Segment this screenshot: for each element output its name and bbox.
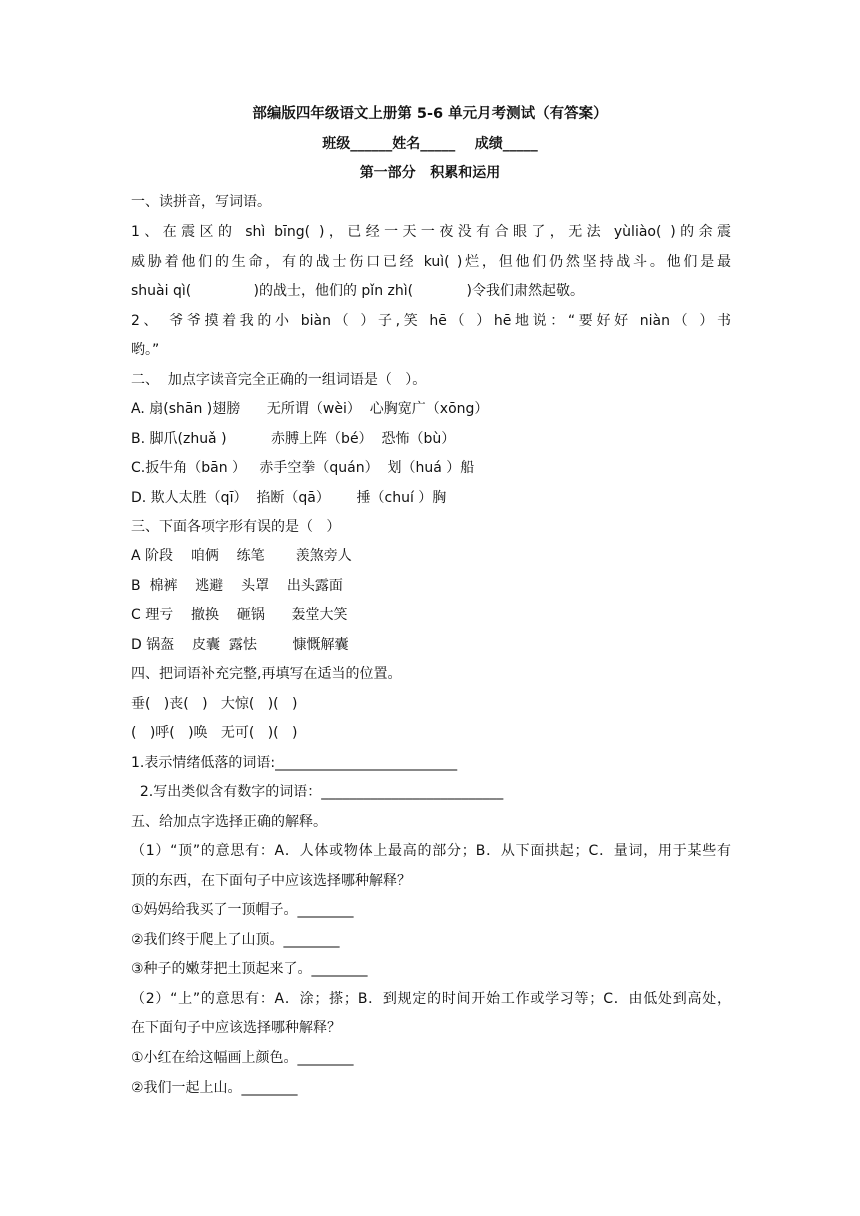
q4-line-4: 2.写出类似含有数字的词语：__________________________ bbox=[131, 784, 504, 800]
q3-option-a: A 阶段 咱俩 练笔 羡煞旁人 bbox=[131, 548, 352, 564]
document-title: 部编版四年级语文上册第 5-6 单元月考测试（有答案） bbox=[252, 106, 608, 122]
student-info-line: 班级______姓名_____ 成绩_____ bbox=[322, 136, 538, 152]
q1-heading: 一、读拼音，写词语。 bbox=[131, 194, 271, 210]
q5-part2-item-2: ②我们一起上山。________ bbox=[131, 1080, 298, 1096]
q3-heading: 三、下面各项字形有误的是（ ） bbox=[131, 519, 341, 535]
section-title: 第一部分 积累和运用 bbox=[359, 165, 501, 181]
q1-line-3: shuài qì( )的战士，他们的 pǐn zhì( )令我们肃然起敬。 bbox=[131, 283, 584, 299]
q5-heading: 五、给加点字选择正确的解释。 bbox=[131, 814, 327, 830]
q5-part1-line-2: 顶的东西，在下面句子中应该选择哪种解释？ bbox=[131, 873, 411, 889]
q2-option-a: A. 扇(shān )翅膀 无所谓（wèi） 心胸宽广（xōng） bbox=[131, 401, 489, 417]
q5-part1-item-2: ②我们终于爬上了山顶。________ bbox=[131, 932, 340, 948]
q5-part1-line-1: （1）“顶”的意思有：A．人体或物体上最高的部分；B．从下面拱起；C．量词，用于某些有 bbox=[131, 843, 731, 859]
q5-part2-line-1: （2）“上”的意思有：A．涂；搽；B．到规定的时间开始工作或学习等；C．由低处到高处， bbox=[131, 991, 731, 1007]
q5-part2-item-1: ①小红在给这幅画上颜色。________ bbox=[131, 1050, 354, 1066]
q2-option-d: D. 欺人太胜（qī） 掐断（qā） 捶（chuí ）胸 bbox=[131, 490, 447, 506]
q4-line-3: 1.表示情绪低落的词语:__________________________ bbox=[131, 755, 458, 771]
q5-part2-line-2: 在下面句子中应该选择哪种解释？ bbox=[131, 1020, 341, 1036]
q1-line-1: 1、在震区的 shì bīng( )，已经一天一夜没有合眼了，无法 yùliào( )的余震 bbox=[131, 224, 731, 240]
q2-heading: 二、 加点字读音完全正确的一组词语是（ ）。 bbox=[131, 372, 427, 388]
q4-line-1: 垂( )丧( ) 大惊( )( ) bbox=[131, 696, 298, 712]
q2-option-b: B. 脚爪(zhuǎ ) 赤膊上阵（bé） 恐怖（bù） bbox=[131, 431, 456, 447]
q1-line-2: 威胁着他们的生命，有的战士伤口已经 kuì( )烂，但他们仍然坚持战斗。他们是最 bbox=[131, 254, 731, 270]
q4-heading: 四、把词语补充完整,再填写在适当的位置。 bbox=[131, 666, 402, 682]
q3-option-c: C 理亏 撤换 砸锅 轰堂大笑 bbox=[131, 607, 348, 623]
q1-line-4: 2、 爷爷摸着我的小 biàn（ ）子,笑 hē（ ）hē地说：“要好好 niàn（ ）书 bbox=[131, 313, 731, 329]
q4-line-2: ( )呼( )唤 无可( )( ) bbox=[131, 725, 298, 741]
q1-line-5: 哟。” bbox=[131, 342, 160, 358]
q5-part1-item-1: ①妈妈给我买了一顶帽子。________ bbox=[131, 902, 354, 918]
q2-option-c: C.扳牛角（bān ） 赤手空拳（quán） 划（huá ）船 bbox=[131, 460, 475, 476]
q5-part1-item-3: ③种子的嫩芽把土顶起来了。________ bbox=[131, 961, 368, 977]
q3-option-d: D 锅盔 皮囊 露怯 慷慨解囊 bbox=[131, 637, 349, 653]
q3-option-b: B 棉裤 逃避 头罩 出头露面 bbox=[131, 578, 343, 594]
